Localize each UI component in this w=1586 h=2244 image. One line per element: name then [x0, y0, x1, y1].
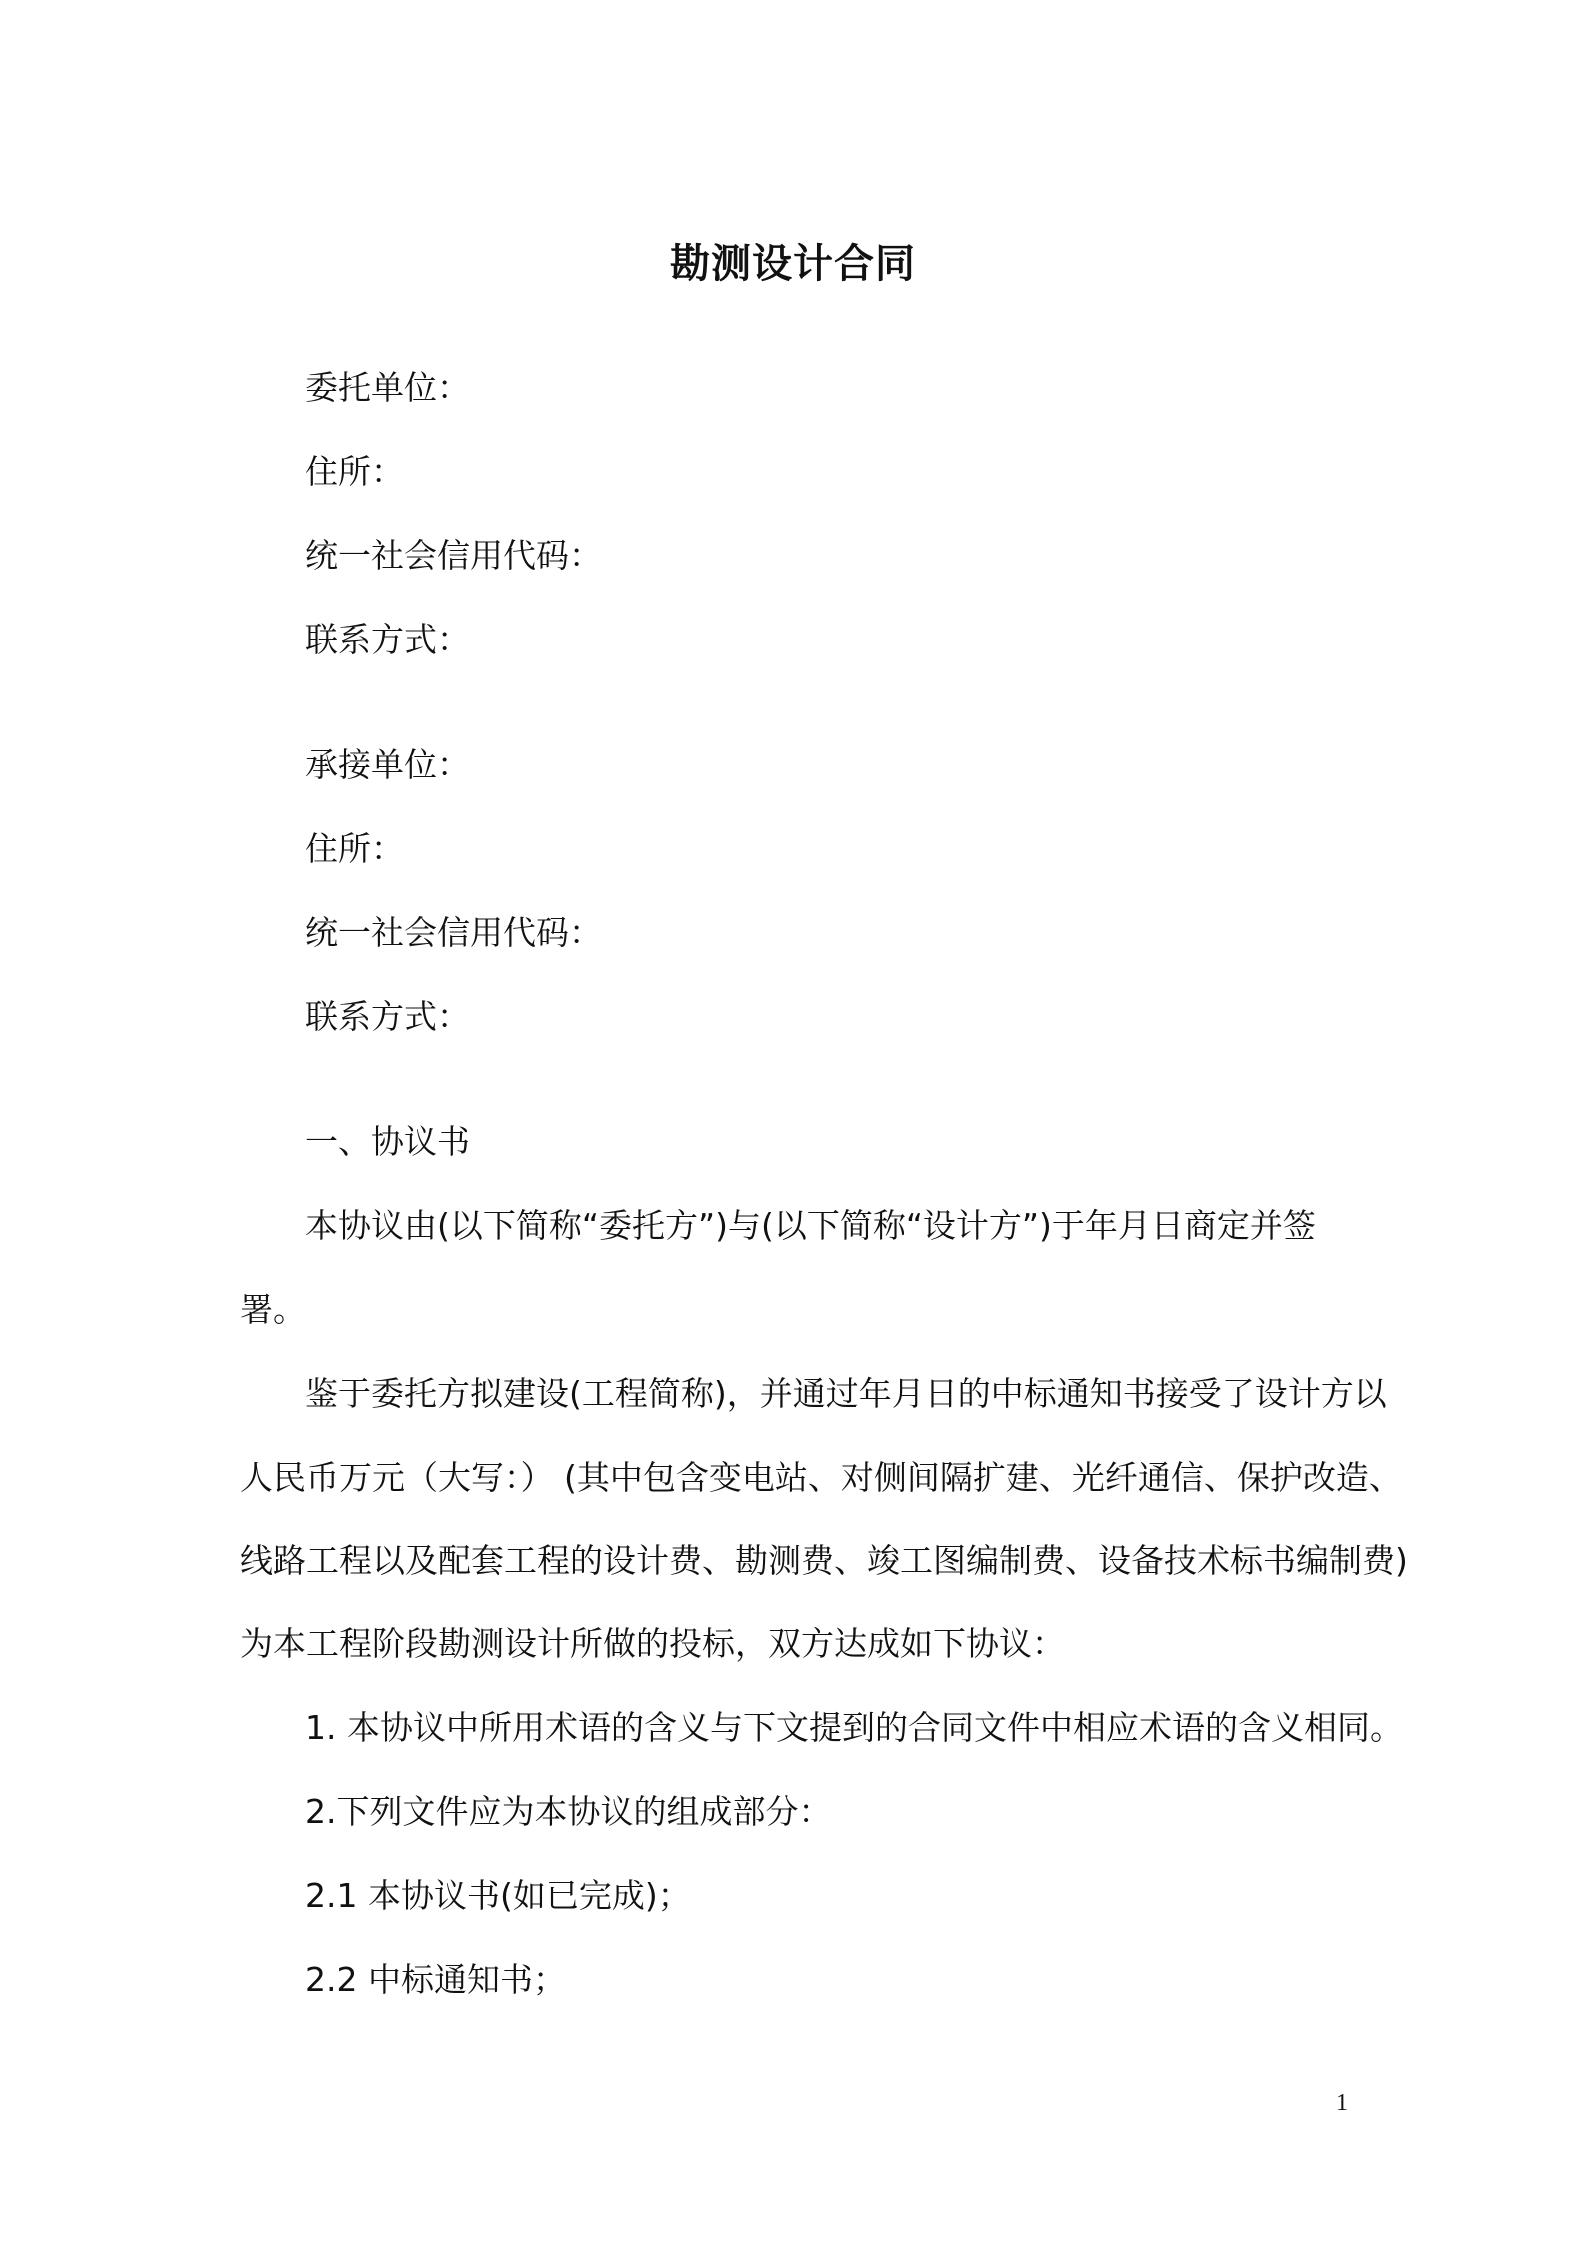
contractor-credit-code-label: 统一社会信用代码：: [305, 913, 602, 952]
client-contact-label: 联系方式：: [305, 620, 470, 659]
list-item: 2.下列文件应为本协议的组成部分：: [305, 1792, 832, 1831]
list-item: 2.2 中标通知书；: [305, 1960, 566, 1999]
client-unit-label: 委托单位：: [305, 368, 470, 407]
section-heading: 一、协议书: [305, 1122, 470, 1161]
contractor-address-label: 住所：: [305, 829, 404, 868]
client-credit-code-label: 统一社会信用代码：: [305, 536, 602, 575]
page-number: 1: [1336, 2090, 1348, 2116]
paragraph2-line3: 线路工程以及配套工程的设计费、勘测费、竣工图编制费、设备技术标书编制费): [240, 1541, 1408, 1580]
paragraph1-line1: 本协议由(以下简称“委托方”)与(以下简称“设计方”)于年月日商定并签: [305, 1206, 1316, 1245]
contractor-contact-label: 联系方式：: [305, 997, 470, 1036]
document-title: 勘测设计合同: [670, 241, 916, 287]
paragraph1-line2: 署。: [240, 1290, 306, 1329]
paragraph2-line1: 鉴于委托方拟建设(工程简称)，并通过年月日的中标通知书接受了设计方以: [305, 1374, 1387, 1413]
paragraph2-line4: 为本工程阶段勘测设计所做的投标，双方达成如下协议：: [240, 1624, 1065, 1663]
paragraph2-line2: 人民币万元（大写：） (其中包含变电站、对侧间隔扩建、光纤通信、保护改造、: [240, 1458, 1402, 1497]
contractor-unit-label: 承接单位：: [305, 745, 470, 784]
client-address-label: 住所：: [305, 452, 404, 491]
list-item: 2.1 本协议书(如已完成)；: [305, 1876, 691, 1915]
list-item: 1. 本协议中所用术语的含义与下文提到的合同文件中相应术语的含义相同。: [305, 1708, 1403, 1747]
